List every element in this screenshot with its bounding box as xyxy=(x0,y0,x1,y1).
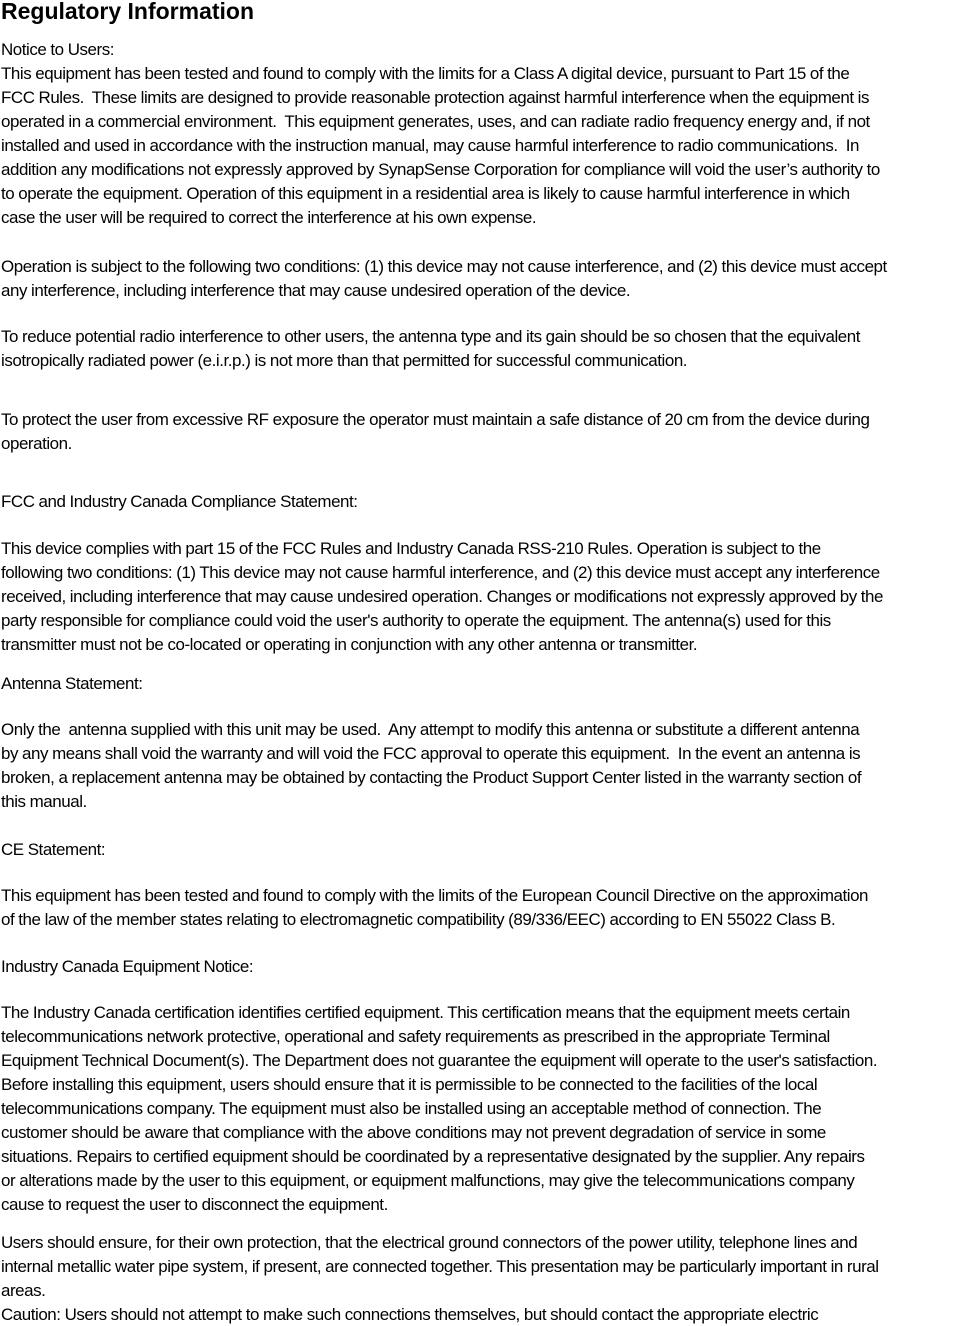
ic-notice-paragraph xyxy=(1,1001,973,1217)
text-line: to operate the equipment. Operation of this equipment in a residential area is likely to cause harmful interference in which xyxy=(1,184,850,203)
text-line: broken, a replacement antenna may be obtained by contacting the Product Support Center listed in the warranty section of xyxy=(1,768,862,787)
antenna-paragraph xyxy=(1,718,973,814)
text-line: Before installing this equipment, users should ensure that it is permissible to be connected to the facilities of the local xyxy=(1,1075,818,1094)
text-line: Only the antenna supplied with this unit may be used. Any attempt to modify this antenna or substitute a different antenna xyxy=(1,720,860,739)
text-line: Notice to Users: xyxy=(1,40,114,59)
text-line: Antenna Statement: xyxy=(1,674,143,693)
notice-paragraph xyxy=(1,38,973,230)
fcc-ic-heading xyxy=(1,490,973,514)
text-line: received, including interference that may cause undesired operation. Changes or modifications not expressly approved by the xyxy=(1,587,884,606)
text-line: by any means shall void the warranty and will void the FCC approval to operate this equipment. In the event an antenna is xyxy=(1,744,861,763)
fcc-ic-paragraph xyxy=(1,537,973,657)
text-line: FCC and Industry Canada Compliance Statement: xyxy=(1,492,358,511)
text-line: Industry Canada Equipment Notice: xyxy=(1,957,254,976)
text-line: To reduce potential radio interference to other users, the antenna type and its gain should be so chosen that the equivalent xyxy=(1,327,860,346)
text-line: following two conditions: (1) This device may not cause harmful interference, and (2) this device must accept any interference xyxy=(1,563,880,582)
rf-exposure-paragraph xyxy=(1,408,973,456)
text-line: telecommunications company. The equipment must also be installed using an acceptable method of connection. The xyxy=(1,1099,822,1118)
text-line: To protect the user from excessive RF exposure the operator must maintain a safe distance of 20 cm from the device during xyxy=(1,410,870,429)
ic-notice-heading xyxy=(1,955,973,979)
text-line: The Industry Canada certification identifies certified equipment. This certification means that the equipment meets certain xyxy=(1,1003,850,1022)
text-line: Caution: Users should not attempt to make such connections themselves, but should contact the appropriate electric xyxy=(1,1305,819,1324)
text-line: installed and used in accordance with the instruction manual, may cause harmful interference to radio communications. In xyxy=(1,136,859,155)
antenna-heading xyxy=(1,672,973,696)
text-line: any interference, including interference that may cause undesired operation of the device. xyxy=(1,281,631,300)
text-line: or alterations made by the user to this equipment, or equipment malfunctions, may give the telecommunications company xyxy=(1,1171,855,1190)
text-line: areas. xyxy=(1,1281,46,1300)
text-line: this manual. xyxy=(1,792,87,811)
text-line: CE Statement: xyxy=(1,840,106,859)
text-line: situations. Repairs to certified equipment should be coordinated by a representative designated by the supplier. Any repairs xyxy=(1,1147,865,1166)
text-line: customer should be aware that compliance with the above conditions may not prevent degradation of service in some xyxy=(1,1123,826,1142)
text-line: This equipment has been tested and found to comply with the limits for a Class A digital device, pursuant to Part 15 of the xyxy=(1,64,850,83)
text-line: party responsible for compliance could void the user's authority to operate the equipment. The antenna(s) used for this xyxy=(1,611,831,630)
text-line: Equipment Technical Document(s). The Department does not guarantee the equipment will operate to the user's satisfaction. xyxy=(1,1051,878,1070)
text-line: cause to request the user to disconnect the equipment. xyxy=(1,1195,388,1214)
text-line: case the user will be required to correct the interference at his own expense. xyxy=(1,208,537,227)
text-line: operated in a commercial environment. This equipment generates, uses, and can radiate radio frequency energy and, if not xyxy=(1,112,870,131)
text-line: This device complies with part 15 of the FCC Rules and Industry Canada RSS-210 Rules. Operation is subject to the xyxy=(1,539,821,558)
text-line: internal metallic water pipe system, if present, are connected together. This presentation may be particularly important in rural xyxy=(1,1257,879,1276)
grounding-paragraph xyxy=(1,1231,973,1326)
text-line: telecommunications network protective, operational and safety requirements as prescribed in the appropriate Terminal xyxy=(1,1027,830,1046)
text-line: isotropically radiated power (e.i.r.p.) is not more than that permitted for successful communication. xyxy=(1,351,688,370)
text-line: transmitter must not be co-located or operating in conjunction with any other antenna or transmitter. xyxy=(1,635,698,654)
radio-interference-paragraph xyxy=(1,325,973,373)
operation-paragraph xyxy=(1,255,973,303)
text-line: Operation is subject to the following two conditions: (1) this device may not cause interference, and (2) this device must accept xyxy=(1,257,887,276)
text-line: Users should ensure, for their own protection, that the electrical ground connectors of the power utility, telephone lines and xyxy=(1,1233,858,1252)
text-line: FCC Rules. These limits are designed to provide reasonable protection against harmful interference when the equipment is xyxy=(1,88,870,107)
text-line: This equipment has been tested and found to comply with the limits of the European Council Directive on the approximation xyxy=(1,886,869,905)
page-title: Regulatory Information xyxy=(1,0,255,24)
text-line: addition any modifications not expressly approved by SynapSense Corporation for compliance will void the user’s authority to xyxy=(1,160,880,179)
text-line: of the law of the member states relating to electromagnetic compatibility (89/336/EEC) according to EN 55022 Class B. xyxy=(1,910,836,929)
ce-paragraph xyxy=(1,884,973,932)
text-line: operation. xyxy=(1,434,72,453)
ce-heading xyxy=(1,838,973,862)
